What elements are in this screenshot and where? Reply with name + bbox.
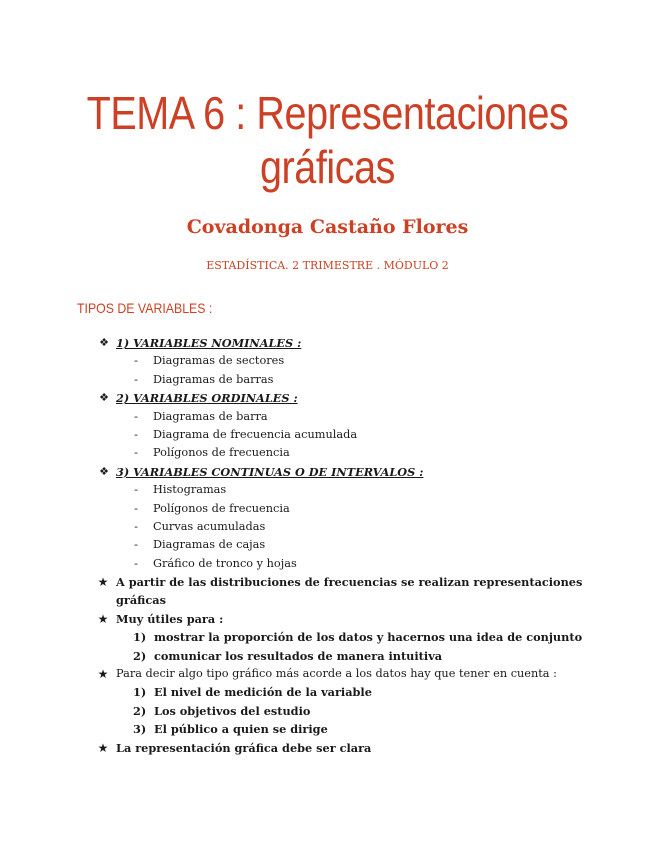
star-bullet-icon: ★ xyxy=(97,667,109,682)
note-item xyxy=(0,610,655,628)
list-item-text: Diagramas de cajas xyxy=(153,538,266,552)
note-text: Muy útiles para : xyxy=(116,611,224,626)
subject-line: ESTADÍSTICA. 2 TRIMESTRE . MÓDULO 2 xyxy=(206,259,449,272)
item-number: 1) xyxy=(133,630,147,645)
numbered-item xyxy=(0,720,655,738)
item-number: 2) xyxy=(133,703,147,718)
content-list xyxy=(0,334,655,757)
dash-bullet-icon: - xyxy=(134,483,138,497)
star-bullet-icon: ★ xyxy=(97,611,109,626)
numbered-item xyxy=(0,683,655,701)
variable-category xyxy=(0,389,655,407)
diamond-bullet-icon: ❖ xyxy=(99,464,109,478)
note-item xyxy=(0,739,655,757)
list-item-text: Polígonos de frecuencia xyxy=(153,501,290,515)
list-item xyxy=(0,371,655,389)
category-label: 3) VARIABLES CONTINUAS O DE INTERVALOS : xyxy=(116,464,424,479)
list-item-text: Diagrama de frecuencia acumulada xyxy=(153,427,358,441)
list-item xyxy=(0,352,655,370)
list-item xyxy=(0,444,655,462)
dash-bullet-icon: - xyxy=(134,409,138,423)
list-item-text: Diagramas de barras xyxy=(153,372,274,386)
numbered-item-text: Los objetivos del estudio xyxy=(154,703,311,718)
dash-bullet-icon: - xyxy=(134,354,138,368)
document-title xyxy=(46,86,609,194)
list-item-text: Polígonos de frecuencia xyxy=(153,446,290,460)
item-number: 3) xyxy=(133,722,147,737)
section-heading: TIPOS DE VARIABLES : xyxy=(77,300,213,316)
list-item-text: Diagramas de sectores xyxy=(153,354,285,368)
numbered-item-text: comunicar los resultados de manera intuitiva xyxy=(154,648,443,663)
dash-bullet-icon: - xyxy=(134,538,138,552)
note-text: La representación gráfica debe ser clara xyxy=(116,740,372,755)
list-item-text: Curvas acumuladas xyxy=(153,519,266,533)
dash-bullet-icon: - xyxy=(134,501,138,515)
numbered-item-text: mostrar la proporción de los datos y hacernos una idea de conjunto xyxy=(154,630,583,645)
note-item xyxy=(0,665,655,683)
star-bullet-icon: ★ xyxy=(97,740,109,755)
numbered-item-text: El nivel de medición de la variable xyxy=(154,685,372,700)
list-item xyxy=(0,518,655,536)
note-text-line-1: A partir de las distribuciones de frecuencias se realizan representaciones xyxy=(116,575,583,590)
dash-bullet-icon: - xyxy=(134,446,138,460)
dash-bullet-icon: - xyxy=(134,372,138,386)
note-item-continuation xyxy=(0,591,655,609)
note-text-line-2: gráficas xyxy=(116,593,166,608)
dash-bullet-icon: - xyxy=(134,556,138,570)
item-number: 1) xyxy=(133,685,147,700)
author-name: Covadonga Castaño Flores xyxy=(186,216,469,238)
variable-category xyxy=(0,334,655,352)
numbered-item-text: El público a quien se dirige xyxy=(154,722,328,737)
dash-bullet-icon: - xyxy=(134,427,138,441)
list-item xyxy=(0,481,655,499)
list-item xyxy=(0,536,655,554)
diamond-bullet-icon: ❖ xyxy=(99,391,109,405)
note-item xyxy=(0,573,655,591)
diamond-bullet-icon: ❖ xyxy=(99,336,109,349)
star-bullet-icon: ★ xyxy=(97,575,109,590)
title-line-1: TEMA 6 : Representaciones xyxy=(86,87,569,139)
list-item xyxy=(0,555,655,573)
list-item xyxy=(0,426,655,444)
category-label: 2) VARIABLES ORDINALES : xyxy=(116,391,298,406)
numbered-item xyxy=(0,628,655,646)
list-item-text: Gráfico de tronco y hojas xyxy=(153,556,297,570)
list-item xyxy=(0,408,655,426)
list-item xyxy=(0,500,655,518)
numbered-item xyxy=(0,647,655,665)
category-label: 1) VARIABLES NOMINALES : xyxy=(116,336,302,350)
note-text: Para decir algo tipo gráfico más acorde a los datos hay que tener en cuenta : xyxy=(116,667,557,681)
variable-category xyxy=(0,463,655,481)
item-number: 2) xyxy=(133,648,147,663)
list-item-text: Diagramas de barra xyxy=(153,409,268,423)
dash-bullet-icon: - xyxy=(134,519,138,533)
list-item-text: Histogramas xyxy=(153,483,227,497)
numbered-item xyxy=(0,702,655,720)
title-line-2: gráficas xyxy=(259,141,396,193)
